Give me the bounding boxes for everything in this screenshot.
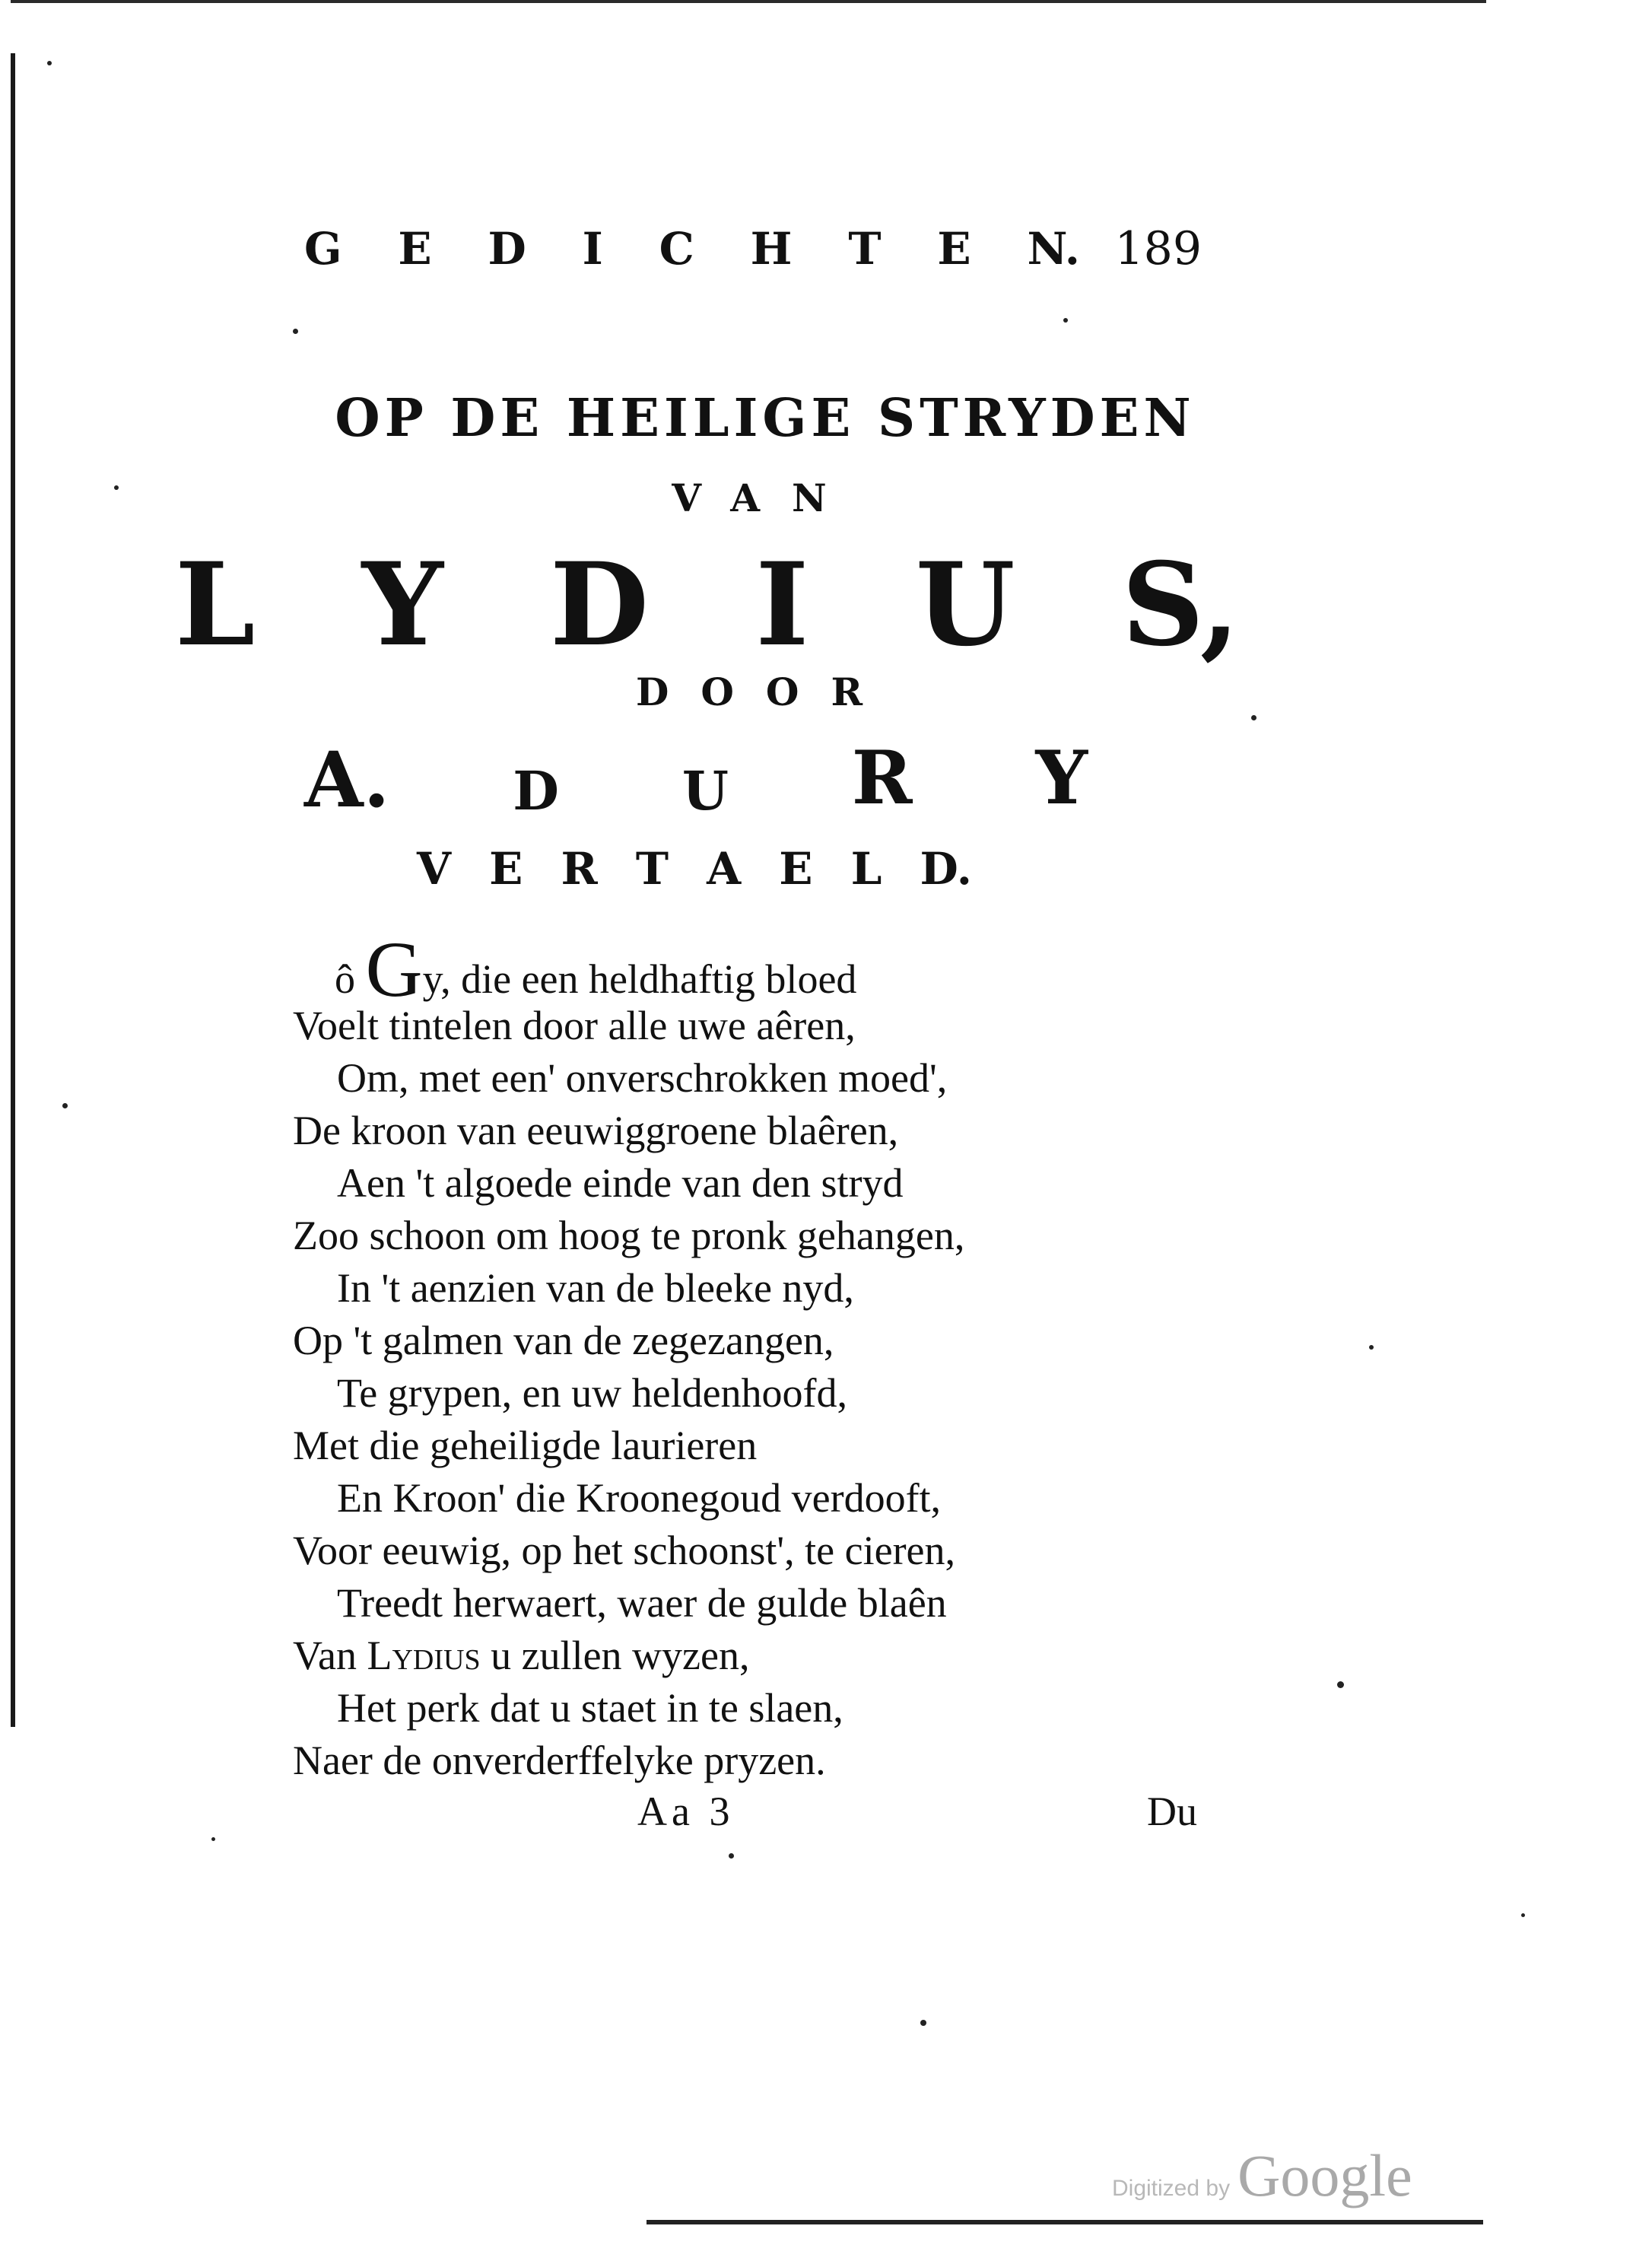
poem-line: Naer de onverderffelyke pryzen. — [293, 1738, 826, 1783]
poem-line-first — [293, 926, 1282, 1013]
title-verteld-letter: D. — [920, 843, 972, 895]
title-verteld-letter: R — [561, 843, 598, 895]
running-head-letter: E — [937, 223, 971, 275]
title-verteld-letter: T — [635, 843, 669, 895]
digitized-watermark — [1112, 2142, 1412, 2210]
title-author-letter: D — [513, 759, 559, 822]
running-head-letter: H — [750, 223, 793, 275]
title-name — [175, 538, 1240, 672]
title-name-letter: L — [175, 538, 256, 672]
poem-first-rest: y, die een heldhaftig bloed — [422, 956, 857, 1002]
running-head-letter: E — [398, 223, 432, 275]
running-head-letter: I — [582, 223, 603, 275]
poem-line: En Kroon' die Kroonegoud verdooft, — [337, 1475, 942, 1521]
title-name-letter: D — [550, 538, 650, 672]
poem-lydius-name: Lydius — [367, 1633, 481, 1678]
poem-line: Te grypen, en uw heldenhoofd, — [337, 1370, 848, 1416]
title-author-letter: A. — [304, 735, 390, 825]
running-head — [304, 222, 1202, 275]
running-head-letter: D — [488, 223, 526, 275]
running-head-title — [304, 223, 1080, 275]
page-binding-edge — [11, 53, 15, 1727]
poem-line: Het perk dat u staet in te slaen, — [337, 1685, 843, 1731]
scan-speck — [47, 61, 52, 65]
poem-line: Met die geheiligde laurieren — [293, 1423, 758, 1468]
poem-line: Zoo schoon om hoog te pronk gehangen, — [293, 1213, 965, 1258]
scan-speck — [62, 1103, 68, 1108]
poem-initial: G — [365, 926, 423, 1013]
title-name-letter: U — [915, 538, 1015, 672]
title-line-1: OP DE HEILIGE STRYDEN — [335, 388, 1196, 449]
scan-speck — [1251, 715, 1256, 720]
scan-speck — [920, 2020, 926, 2026]
page-bottom-edge — [647, 2220, 1483, 2224]
poem — [293, 926, 1282, 1787]
scan-speck — [293, 329, 298, 334]
page-top-edge — [11, 0, 1486, 3]
poem-line: De kroon van eeuwiggroene blaêren, — [293, 1108, 899, 1153]
title-line-door: DOOR — [635, 669, 895, 714]
title-author — [304, 735, 1088, 825]
title-verteld-letter: L — [850, 843, 882, 895]
running-head-letter: C — [659, 223, 694, 275]
title-name-letter: Y — [361, 538, 443, 672]
poem-line: Aen 't algoede einde van den stryd — [337, 1160, 904, 1206]
poem-lydius-before: Van — [293, 1633, 367, 1678]
title-line-van: VAN — [672, 475, 859, 520]
title-author-letter: U — [681, 759, 729, 822]
running-head-letter: G — [304, 223, 342, 275]
page-number: 189 — [1114, 222, 1202, 275]
watermark-google-logo: Google — [1237, 2142, 1412, 2208]
running-head-letter: T — [848, 223, 882, 275]
poem-line: Op 't galmen van de zegezangen, — [293, 1318, 834, 1363]
catchword: Du — [1147, 1789, 1197, 1834]
title-verteld-letter: E — [489, 843, 523, 895]
scan-speck — [1521, 1913, 1525, 1917]
scan-speck — [114, 485, 119, 490]
scan-speck — [1369, 1345, 1374, 1350]
title-author-letter: Y — [1035, 735, 1088, 821]
poem-line: In 't aenzien van de bleeke nyd, — [337, 1265, 854, 1311]
scan-speck — [1063, 318, 1068, 323]
title-verteld-letter: V — [417, 843, 452, 895]
poem-line: Voor eeuwig, op het schoonst', te cieren, — [293, 1528, 956, 1573]
title-name-letter: I — [755, 538, 809, 672]
title-verteld — [417, 843, 972, 895]
poem-line: Treedt herwaert, waer de gulde blaên — [337, 1580, 947, 1626]
poem-lydius-after: u zullen wyzen, — [480, 1633, 750, 1678]
scan-speck — [729, 1853, 734, 1859]
scan-speck — [1337, 1681, 1344, 1688]
poem-line-lydius — [293, 1630, 1282, 1682]
watermark-digitized-text: Digitized by — [1112, 2176, 1231, 2201]
title-author-letter: R — [851, 735, 913, 821]
signature-mark: Aa 3 — [637, 1789, 735, 1834]
title-verteld-letter: E — [779, 843, 813, 895]
poem-line: Om, met een' onverschrokken moed', — [337, 1055, 948, 1101]
running-head-letter: N. — [1027, 223, 1080, 275]
scan-speck — [211, 1837, 215, 1841]
poem-prefix: ô — [335, 956, 366, 1002]
title-verteld-letter: A — [707, 843, 742, 895]
poem-line: Voelt tintelen door alle uwe aêren, — [293, 1003, 856, 1048]
title-name-letter: S, — [1121, 538, 1240, 672]
